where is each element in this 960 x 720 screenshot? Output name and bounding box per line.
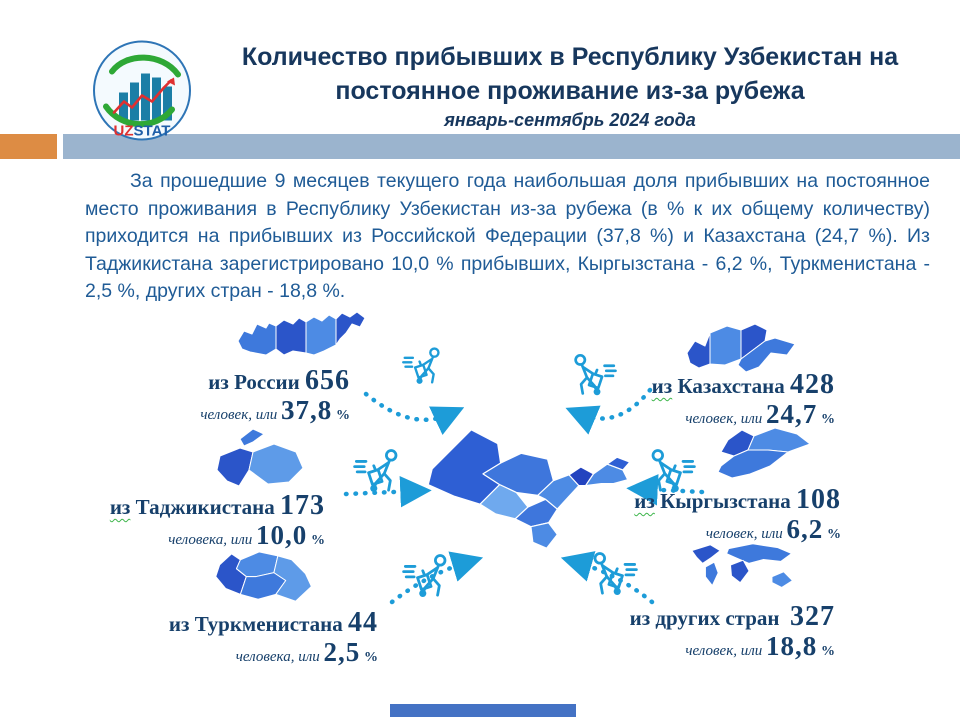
header-accent-orange <box>0 134 57 159</box>
footer-accent-bar <box>390 704 576 717</box>
others-label: из других стран 327 человек, или 18,8 % <box>629 601 835 661</box>
title-line-2: постоянное проживание из-за рубежа <box>335 77 805 105</box>
header-accent-blue <box>63 134 960 159</box>
page-title <box>200 40 940 108</box>
logo-text: UZSTAT <box>113 122 171 140</box>
period-subtitle: январь-сентябрь 2024 года <box>444 110 696 130</box>
kazakhstan-map <box>683 321 805 378</box>
russia-label: из России 656 человек, или 37,8 % <box>200 365 350 425</box>
tajikistan-map <box>210 426 322 498</box>
russia-map <box>236 311 368 367</box>
arrow-from-russia <box>366 394 450 420</box>
turkmenistan-map <box>211 547 325 616</box>
kazakhstan-label: из Казахстана 428 человек, или 24,7 % <box>651 369 835 429</box>
world-map <box>685 542 809 596</box>
traveler-icon <box>401 345 447 387</box>
traveler-icon <box>585 550 639 598</box>
traveler-icon <box>401 552 455 600</box>
turkmenistan-label: из Туркменистана 44 человека, или 2,5 % <box>168 607 378 667</box>
traveler-icon <box>352 447 406 495</box>
tajikistan-label: из Таджикистана 173 человека, или 10,0 % <box>109 490 325 550</box>
summary-paragraph: За прошедшие 9 месяцев текущего года наибольшая доля прибывших на постоянное место проживания в Республику Узбекистан из-за рубежа (в % к их общему количеству) приходится на прибывших из Российской Федерации (37,8 %) и Казахстана (24,7 %). Из Таджикистана зарегистрировано 10,0 % прибывших, Кыргызстана - 6,2 %, Туркменистана - 2,5 %, других стран - 18,8 %. <box>85 170 930 302</box>
uzstat-logo <box>92 40 192 141</box>
kyrgyzstan-label: из Кыргызстана 108 человек, или 6,2 % <box>634 484 841 544</box>
title-line-1: Количество прибывших в Республику Узбекистан на <box>241 43 899 71</box>
